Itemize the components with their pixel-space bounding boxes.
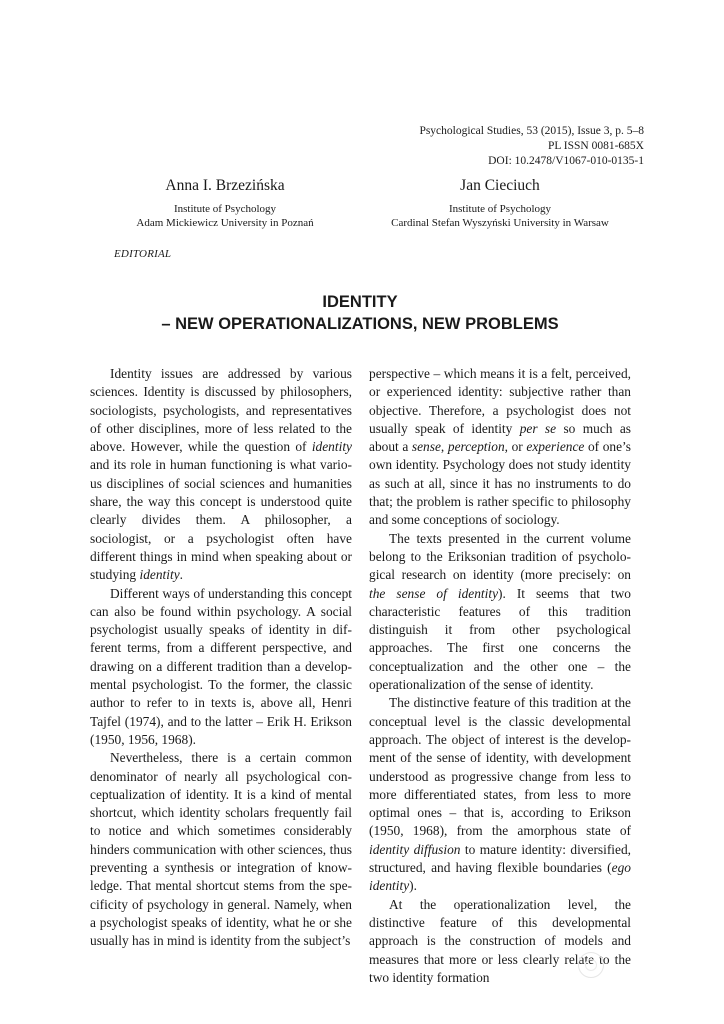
watermark-seal-icon: [578, 952, 604, 978]
paragraph: Different ways of understanding this concept can also be found within psychology. A social psychologist usually speaks of identity in different terms, from a different perspective, and drawing on a different tradition than a developmental psychologist. To the former, the classic author to refer to in texts is, above all, Henri Tajfel (1974), and to the latter – Erik H. Erikson (1950, 1956, 1968).: [90, 585, 352, 747]
author-university: Cardinal Stefan Wyszyński University in Warsaw: [391, 217, 609, 229]
paragraph: At the operationalization level, the distinctive feature of this developmental approach is the construction of models and measures that more or less clearly relate to the two identity formation: [369, 896, 631, 985]
paragraph: Identity issues are addressed by various sciences. Identity is discussed by philosophers, sociologists, psychologists, and representatives of other disciplines, more of less related to the above. However, while the question of identity and its role in human functioning is what various disciplines of social sciences and humanities share, the way this concept is understood quite clearly divides them. A philosopher, a sociologist, or a psychologist often have different things in mind when speaking about or studying identity.: [90, 366, 352, 583]
journal-citation: Psychological Studies, 53 (2015), Issue 3, p. 5–8: [419, 125, 644, 137]
author-department: Institute of Psychology: [448, 203, 552, 215]
title-line-1: IDENTITY: [322, 293, 398, 311]
paragraph: perspective – which means it is a felt, perceived, or experienced identity: subjective rather than objective. Therefore, a psychologist does not usually speak of identity per se so much as about a sense, perception, or experience of one’s own identity. Psychology does not study identity as such at all, since it has no instruments to do that; the problem is rather specific to philosophy and some conceptions of sociology.: [369, 366, 631, 528]
paragraph: The texts presented in the current volume belong to the Eriksonian tradition of psychological research on identity (more precisely: on the sense of identity). It seems that two characteristic features of this tradition distinguish it from other psychological approaches. The first one concerns the conceptualization and the other one – the operationalization of the sense of identity.: [369, 530, 631, 693]
left-column: [90, 365, 352, 951]
right-column: [369, 365, 631, 987]
author-university: Adam Mickiewicz University in Poznań: [136, 217, 314, 229]
author-department: Institute of Psychology: [173, 203, 277, 215]
author-name: Anna I. Brzezińska: [165, 177, 285, 194]
author-2: [372, 176, 628, 230]
article-title: [90, 291, 630, 335]
section-label: EDITORIAL: [114, 248, 172, 260]
paragraph: The distinctive feature of this tradition at the conceptual level is the classic developmental approach. The object of interest is the development of the sense of identity, with development understood as progressive change from less to more differentiated states, from less to more optimal ones – that is, according to Erikson (1950, 1968), from the amorphous state of identity diffusion to mature identity: diversified, structured, and having flexible boundaries (ego identity).: [369, 695, 631, 894]
title-line-2: – NEW OPERATIONALIZATIONS, NEW PROBLEMS: [161, 315, 559, 333]
paragraph: Nevertheless, there is a certain common denominator of nearly all psychological conceptualization of identity. It is a kind of mental shortcut, which identity scholars frequently fail to notice and which sometimes considerably hinders communication with other sciences, thus preventing a synthesis or integration of knowledge. That mental shortcut stems from the specificity of psychology in general. Namely, when a psychologist speaks of identity, what he or she usually has in mind is identity from the subject’s: [90, 750, 352, 949]
journal-info: [419, 124, 644, 169]
doi: DOI: 10.2478/V1067-010-0135-1: [488, 155, 644, 167]
issn: PL ISSN 0081-685X: [547, 140, 644, 152]
author-1: [110, 176, 340, 230]
author-name: Jan Cieciuch: [460, 177, 540, 194]
